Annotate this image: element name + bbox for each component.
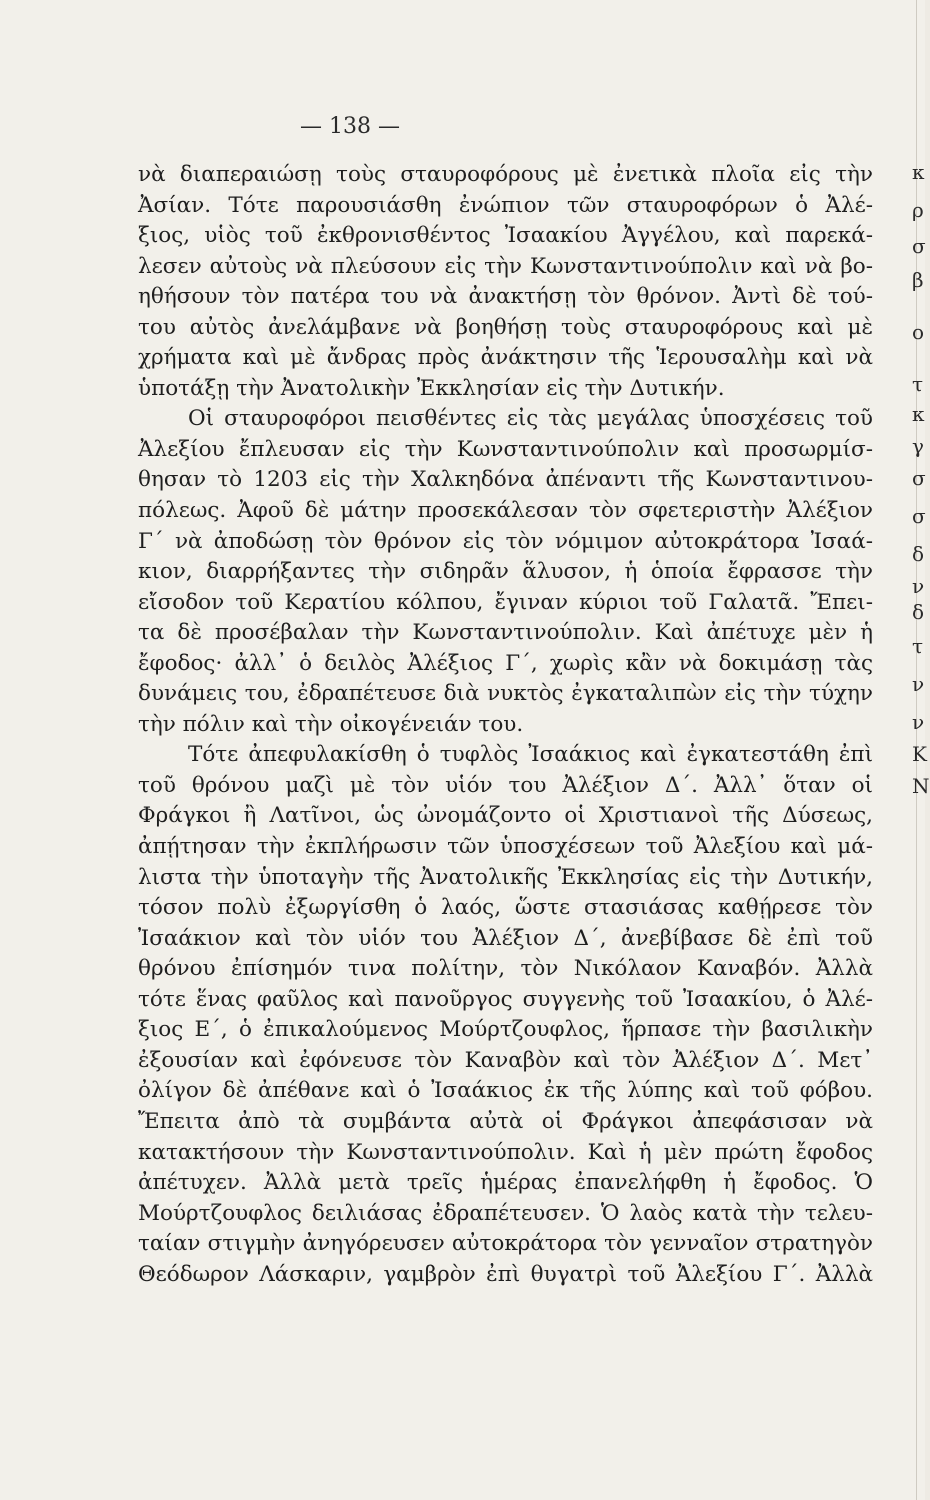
text-line: θρόνου ἐπίσημόν τινα πολίτην, τὸν Νικόλαον Καναβόν. Ἀλλὰ	[138, 956, 873, 982]
text-line: ταίαν στιγμὴν ἀνηγόρευσεν αὐτοκράτορα τὸν γενναῖον στρατηγὸν	[138, 1231, 873, 1257]
text-line: Φράγκοι ἢ Λατῖνοι, ὡς ὠνομάζοντο οἱ Χριστιανοὶ τῆς Δύσεως,	[138, 803, 873, 829]
text-line: Ἀσίαν. Τότε παρουσιάσθη ἐνώπιον τῶν σταυροφόρων ὁ Ἀλέ-	[138, 192, 873, 218]
margin-char: δ	[912, 600, 925, 624]
margin-char: σ	[912, 504, 926, 528]
text-line: λεσεν αὐτοὺς νὰ πλεύσουν εἰς τὴν Κωνσταντινούπολιν καὶ νὰ βο-	[138, 253, 873, 279]
page-number: — 138 —	[300, 114, 400, 139]
text-line: κατακτήσουν τὴν Κωνσταντινούπολιν. Καὶ ἡ μὲν πρώτη ἔφοδος	[138, 1139, 873, 1165]
text-line: Τότε ἀπεφυλακίσθη ὁ τυφλὸς Ἰσαάκιος καὶ ἐγκατεστάθη ἐπὶ	[188, 742, 873, 768]
margin-char: κ	[912, 160, 925, 184]
body-text	[138, 160, 873, 1290]
text-line: Ἔπειτα ἀπὸ τὰ συμβάντα αὐτὰ οἱ Φράγκοι ἀπεφάσισαν νὰ	[138, 1108, 873, 1134]
text-line: τότε ἕνας φαῦλος καὶ πανοῦργος συγγενὴς τοῦ Ἰσαακίου, ὁ Ἀλέ-	[138, 986, 873, 1012]
text-line: τὴν πόλιν καὶ τὴν οἰκογένειάν του.	[138, 711, 524, 737]
text-line: ἐξουσίαν καὶ ἐφόνευσε τὸν Καναβὸν καὶ τὸν Ἀλέξιον Δ΄. Μετ᾿	[138, 1047, 873, 1073]
margin-char: σ	[912, 466, 926, 490]
text-line: κιον, διαρρήξαντες τὴν σιδηρᾶν ἅλυσον, ἡ ὁποία ἔφρασσε τὴν	[138, 559, 873, 585]
margin-char: ν	[912, 672, 925, 696]
margin-char: τ	[912, 372, 924, 396]
text-line: τόσον πολὺ ἐξωργίσθη ὁ λαός, ὥστε στασιάσας καθῄρεσε τὸν	[138, 895, 873, 921]
text-line: Οἱ σταυροφόροι πεισθέντες εἰς τὰς μεγάλας ὑποσχέσεις τοῦ	[188, 406, 873, 432]
text-line: Μούρτζουφλος δειλιάσας ἐδραπέτευσεν. Ὁ λαὸς κατὰ τὴν τελευ-	[138, 1200, 873, 1226]
text-line: λιστα τὴν ὑποταγὴν τῆς Ἀνατολικῆς Ἐκκλησίας εἰς τὴν Δυτικήν,	[138, 864, 873, 890]
text-line: θησαν τὸ 1203 εἰς τὴν Χαλκηδόνα ἀπέναντι τῆς Κωνσταντινου-	[138, 467, 873, 493]
text-line: χρήματα καὶ μὲ ἄνδρας πρὸς ἀνάκτησιν τῆς Ἱερουσαλὴμ καὶ νὰ	[138, 345, 873, 371]
text-line: ὑποτάξῃ τὴν Ἀνατολικὴν Ἐκκλησίαν εἰς τὴν Δυτικήν.	[138, 375, 725, 401]
text-line: του αὐτὸς ἀνελάμβανε νὰ βοηθήσῃ τοὺς σταυροφόρους καὶ μὲ	[138, 314, 873, 340]
margin-char: β	[912, 268, 924, 292]
margin-char: σ	[912, 234, 926, 258]
text-line: Θεόδωρον Λάσκαριν, γαμβρὸν ἐπὶ θυγατρὶ τοῦ Ἀλεξίου Γ΄. Ἀλλὰ	[138, 1261, 873, 1287]
text-line: νὰ διαπεραιώσῃ τοὺς σταυροφόρους μὲ ἐνετικὰ πλοῖα εἰς τὴν	[138, 162, 873, 187]
text-line: ἔφοδος· ἀλλ᾿ ὁ δειλὸς Ἀλέξιος Γ΄, χωρὶς κἂν νὰ δοκιμάσῃ τὰς	[138, 650, 873, 676]
text-line: δυνάμεις του, ἐδραπέτευσε διὰ νυκτὸς ἐγκαταλιπὼν εἰς τὴν τύχην	[138, 681, 873, 707]
text-line: ξιος Ε΄, ὁ ἐπικαλούμενος Μούρτζουφλος, ἥρπασε τὴν βασιλικὴν	[138, 1017, 873, 1043]
text-line: ἀπῄτησαν τὴν ἐκπλήρωσιν τῶν ὑποσχέσεων τοῦ Ἀλεξίου καὶ μά-	[138, 834, 873, 860]
text-line: ἀπέτυχεν. Ἀλλὰ μετὰ τρεῖς ἡμέρας ἐπανελήφθη ἡ ἔφοδος. Ὁ	[138, 1170, 873, 1196]
margin-char: γ	[912, 434, 924, 458]
text-line: Ἰσαάκιον καὶ τὸν υἱόν του Ἀλέξιον Δ΄, ἀνεβίβασε δὲ ἐπὶ τοῦ	[138, 925, 873, 951]
text-line: πόλεως. Ἀφοῦ δὲ μάτην προσεκάλεσαν τὸν σφετεριστὴν Ἀλέξιον	[138, 498, 873, 524]
margin-char: ν	[912, 574, 925, 598]
margin-char: τ	[912, 634, 924, 658]
text-line: Γ΄ νὰ ἀποδώσῃ τὸν θρόνον εἰς τὸν νόμιμον αὐτοκράτορα Ἰσαά-	[138, 528, 873, 554]
margin-char: Κ	[912, 742, 927, 766]
text-line: Ἀλεξίου ἔπλευσαν εἰς τὴν Κωνσταντινούπολιν καὶ προσωρμίσ-	[138, 436, 873, 462]
text-line: εἴσοδον τοῦ Κερατίου κόλπου, ἔγιναν κύριοι τοῦ Γαλατᾶ. Ἔπει-	[138, 589, 873, 615]
text-line: τα δὲ προσέβαλαν τὴν Κωνσταντινούπολιν. Καὶ ἀπέτυχε μὲν ἡ	[138, 620, 873, 646]
margin-char: δ	[912, 542, 925, 566]
text-line: ηθήσουν τὸν πατέρα του νὰ ἀνακτήσῃ τὸν θρόνον. Ἀντὶ δὲ τού-	[138, 284, 873, 310]
margin-char: ν	[912, 710, 925, 734]
margin-char: Ν	[912, 774, 930, 798]
margin-char: ο	[912, 320, 925, 344]
text-line: τοῦ θρόνου μαζὶ μὲ τὸν υἱόν του Ἀλέξιον Δ΄. Ἀλλ᾿ ὅταν οἱ	[138, 772, 873, 798]
margin-char: κ	[912, 402, 925, 426]
text-line: ξιος, υἱὸς τοῦ ἐκθρονισθέντος Ἰσαακίου Ἀγγέλου, καὶ παρεκά-	[138, 223, 873, 249]
text-line: ὀλίγον δὲ ἀπέθανε καὶ ὁ Ἰσαάκιος ἐκ τῆς λύπης καὶ τοῦ φόβου.	[138, 1078, 873, 1104]
margin-char: ρ	[912, 198, 924, 222]
